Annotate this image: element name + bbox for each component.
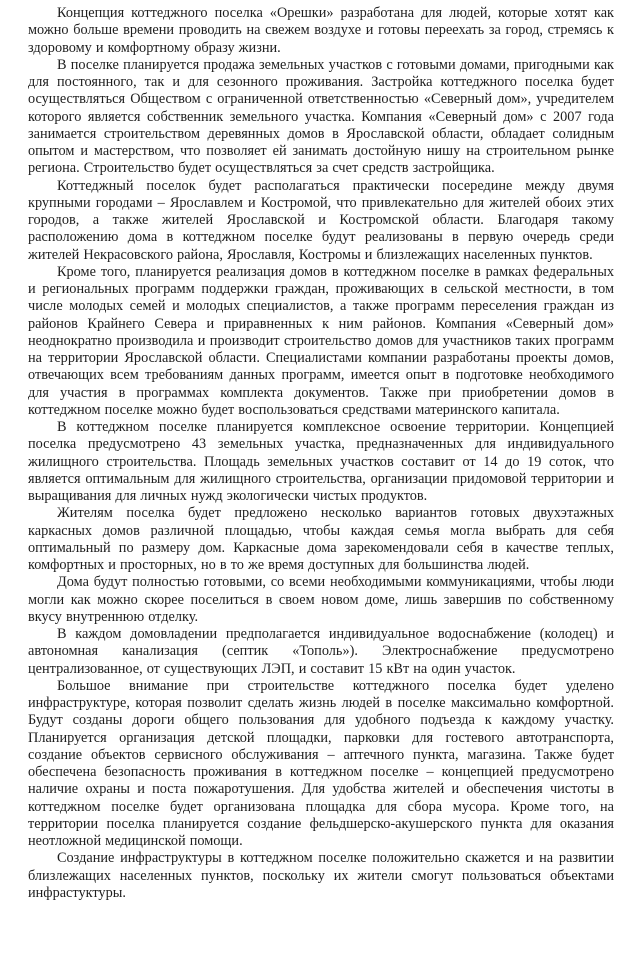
paragraph-land-plots: В коттеджном поселке планируется комплексное освоение территории. Концепцией поселка предусмотрено 43 земельных участка, предназначенных для индивидуального жилищного строительства. Площадь земельных участков составит от 14 до 19 соток, что является оптимальным для жилищного строительства, организации придомовой территории и выращивания для личных нужд экологически чистых продуктов. xyxy=(28,419,614,504)
paragraph-turnkey-homes: Дома будут полностью готовыми, со всеми необходимыми коммуникациями, чтобы люди могли как можно скорее поселиться в своем новом доме, лишь завершив по собственному вкусу внутреннюю отделку. xyxy=(28,574,614,625)
paragraph-house-types: Жителям поселка будет предложено несколько вариантов готовых двухэтажных каркасных домов различной площадью, чтобы каждая семья могла выбрать для себя оптимальный по размеру дом. Каркасные дома зарекомендовали себя в качестве теплых, комфортных и просторных, но в то же время доступных для большинства людей. xyxy=(28,505,614,573)
paragraph-support-programs: Кроме того, планируется реализация домов в коттеджном поселке в рамках федеральных и региональных программ поддержки граждан, проживающих в сельской местности, в том числе молодых семей и молодых специалистов, а также программ переселения граждан из районов Крайнего Севера и приравненных к ним районов. Компания «Северный дом» неоднократно производила и производит строительство домов для участников таких программ на территории Ярославской области. Специалистами компании разработаны проекты домов, отвечающих всем требованиям данных программ, имеется опыт в подготовке необходимого для участия в программах комплекта документов. Также при приобретении домов в коттеджном поселке можно будет воспользоваться средствами материнского капитала. xyxy=(28,263,614,418)
paragraph-infrastructure: Большое внимание при строительстве коттеджного поселка будет уделено инфраструктуре, которая позволит сделать жизнь людей в поселке максимально комфортной. Будут созданы дороги общего пользования для удобного подъезда к каждому участку. Планируется организация детской площадки, парковки для гостевого автотранспорта, создание объектов сервисного обслуживания – аптечного пункта, магазина. Также будет обеспечена безопасность проживания в коттеджном поселке – концепцией предусмотрено наличие охраны и поста пожаротушения. Для удобства жителей и обеспечения чистоты в коттеджном поселке будет организована площадка для сбора мусора. Кроме того, на территории поселка планируется создание фельдшерско-акушерского пункта для оказания неотложной медицинской помощи. xyxy=(28,677,614,849)
paragraph-utilities: В каждом домовладении предполагается индивидуальное водоснабжение (колодец) и автономная канализация (септик «Тополь»). Электроснабжение предусмотрено централизованное, от существующих ЛЭП, и составит 15 кВт на один участок. xyxy=(28,626,614,677)
paragraph-developer: В поселке планируется продажа земельных участков с готовыми домами, пригодными как для постоянного, так и для сезонного проживания. Застройка коттеджного поселка будет осуществляться Обществом с ограниченной ответственностью «Северный дом», учредителем которого является собственник земельного участка. Компания «Северный дом» с 2007 года занимается строительством деревянных домов в Ярославской области, обладает солидным опытом и мастерством, что позволяет ей занимать достойную нишу на строительном рынке региона. Строительство будет осуществляться за счет средств застройщика. xyxy=(28,56,614,177)
paragraph-location: Коттеджный поселок будет располагаться практически посередине между двумя крупными городами – Ярославлем и Костромой, что привлекательно для жителей обоих этих городов, а также жителей Ярославской и Костромской области. Благодаря такому расположению дома в коттеджном поселке будут реализованы в первую очередь среди жителей Некрасовского района, Ярославля, Костромы и близлежащих населенных пунктов. xyxy=(28,177,614,263)
paragraph-conclusion: Создание инфраструктуры в коттеджном поселке положительно скажется и на развитии близлежащих населенных пунктов, поскольку их жители смогут пользоваться объектами инфрастуктуры. xyxy=(28,850,614,901)
paragraph-intro: Концепция коттеджного поселка «Орешки» разработана для людей, которые хотят как можно больше времени проводить на свежем воздухе и готовы переехать за город, стремясь к здоровому и комфортному образу жизни. xyxy=(28,5,614,56)
